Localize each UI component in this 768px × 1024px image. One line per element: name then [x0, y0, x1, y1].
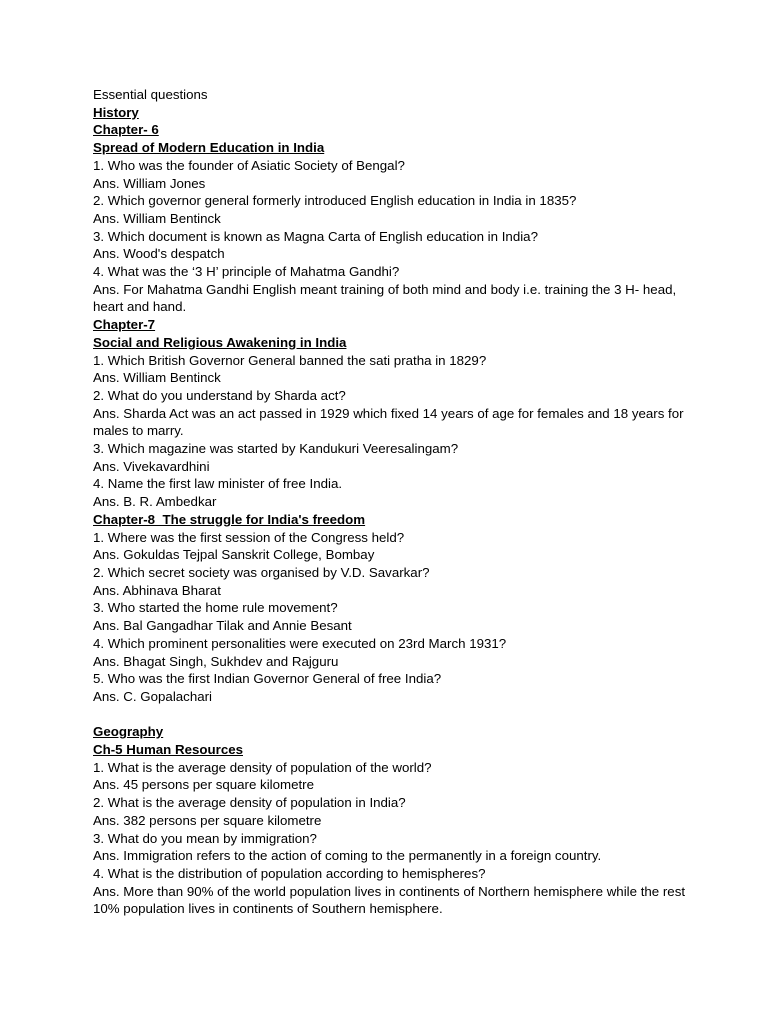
- question: 1. Who was the founder of Asiatic Society of Bengal?: [93, 157, 405, 173]
- question: 3. Which magazine was started by Kandukuri Veeresalingam?: [93, 441, 459, 457]
- answer: Ans. Bhagat Singh, Sukhdev and Rajguru: [93, 653, 339, 669]
- chapter-7-subheading: Social and Religious Awakening in India: [93, 334, 347, 350]
- chapter-6-subheading: Spread of Modern Education in India: [93, 140, 325, 156]
- question: 2. What do you understand by Sharda act?: [93, 387, 346, 403]
- answer: Ans. Gokuldas Tejpal Sanskrit College, Bombay: [93, 547, 375, 563]
- answer: Ans. 382 persons per square kilometre: [93, 812, 322, 828]
- chapter-6-heading: Chapter- 6: [93, 122, 159, 138]
- answer: Ans. William Jones: [93, 175, 206, 191]
- question: 5. Who was the first Indian Governor General of free India?: [93, 671, 442, 687]
- answer: Ans. Immigration refers to the action of coming to the permanently in a foreign country.: [93, 848, 602, 864]
- answer: Ans. More than 90% of the world population lives in continents of Northern hemisphere while the rest 10% population lives in continents of Southern hemisphere.: [93, 883, 689, 917]
- chapter-7-heading: Chapter-7: [93, 317, 156, 333]
- question: 4. What is the distribution of population according to hemispheres?: [93, 865, 486, 881]
- chapter-8-heading: Chapter-8 The struggle for India's freedom: [93, 511, 366, 527]
- question: 3. What do you mean by immigration?: [93, 830, 317, 846]
- question: 2. Which governor general formerly introduced English education in India in 1835?: [93, 193, 577, 209]
- ch-5-heading: Ch-5 Human Resources: [93, 742, 243, 757]
- answer: Ans. Abhinava Bharat: [93, 582, 221, 598]
- answer: Ans. 45 persons per square kilometre: [93, 777, 314, 793]
- question: 4. Which prominent personalities were executed on 23rd March 1931?: [93, 635, 507, 651]
- answer: Ans. C. Gopalachari: [93, 688, 212, 704]
- question: 2. Which secret society was organised by V.D. Savarkar?: [93, 564, 430, 580]
- question: 3. Which document is known as Magna Carta of English education in India?: [93, 228, 538, 244]
- question: 1. What is the average density of population of the world?: [93, 759, 432, 775]
- answer: Ans. Sharda Act was an act passed in 1929 which fixed 14 years of age for females and 18 years for males to marry.: [93, 405, 688, 439]
- answer: Ans. Vivekavardhini: [93, 458, 210, 474]
- answer: Ans. B. R. Ambedkar: [93, 494, 217, 510]
- history-heading: History: [93, 104, 139, 120]
- question: 2. What is the average density of population in India?: [93, 795, 406, 811]
- answer: Ans. Bal Gangadhar Tilak and Annie Besant: [93, 618, 352, 634]
- geography-heading: Geography: [93, 724, 164, 740]
- document-title: Essential questions: [93, 87, 208, 102]
- question: 4. What was the ‘3 H’ principle of Mahatma Gandhi?: [93, 264, 400, 280]
- question: 4. Name the first law minister of free India.: [93, 476, 343, 492]
- answer: Ans. For Mahatma Gandhi English meant training of both mind and body i.e. training the 3 H- head, heart and hand.: [93, 281, 680, 315]
- question: 1. Which British Governor General banned the sati pratha in 1829?: [93, 352, 487, 368]
- spacer: [93, 706, 693, 724]
- answer: Ans. Wood's despatch: [93, 246, 225, 262]
- answer: Ans. William Bentinck: [93, 210, 221, 226]
- question: 3. Who started the home rule movement?: [93, 600, 338, 616]
- question: 1. Where was the first session of the Congress held?: [93, 529, 405, 545]
- answer: Ans. William Bentinck: [93, 370, 221, 386]
- document-page: [93, 86, 693, 918]
